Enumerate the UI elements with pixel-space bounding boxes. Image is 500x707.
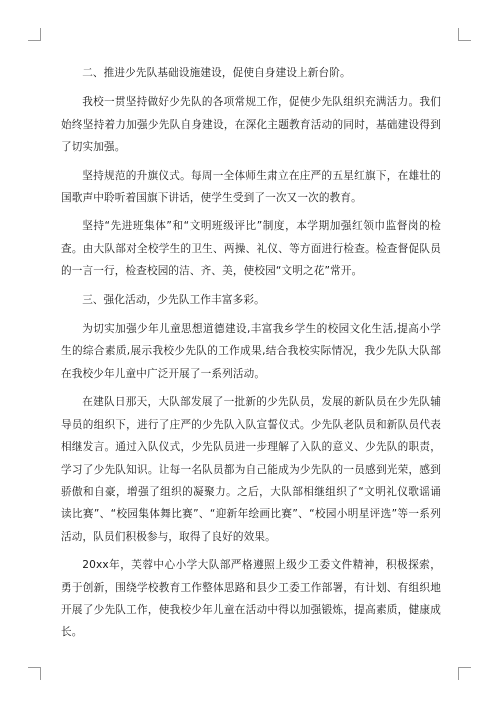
crop-mark-top-left <box>28 28 41 41</box>
crop-mark-top-right <box>458 28 471 41</box>
paragraph-evaluation-system: 坚持“先进班集体”和“文明班级评比”制度，本学期加强红领巾监督岗的检查。由大队部对全校学生的卫生、两操、礼仪、等方面进行检查。检查督促队员的一言一行，检查校园的洁、齐、美，使校园“文明之花”常开。 <box>61 220 441 278</box>
paragraph-routine-work: 我校一贯坚持做好少先队的各项常规工作，促使少先队组织充满活力。我们始终坚持着力加强少先队自身建设，在深化主题教育活动的同时，基础建设得到了切实加强。 <box>61 96 441 154</box>
paragraph-moral-education: 为切实加强少年儿童思想道德建设,丰富我乡学生的校园文化生活,提高小学生的综合素质,展示我校少先队的工作成果,结合我校实际情况，我少先队大队部在我校少年儿童中广泛开展了一系列活动。 <box>61 323 441 380</box>
section-heading-infrastructure: 二、推进少先队基础设施建设，促使自身建设上新台阶。 <box>82 67 351 79</box>
crop-mark-bottom-left <box>28 667 41 680</box>
section-heading-activities: 三、强化活动，少先队工作丰富多彩。 <box>82 293 265 306</box>
crop-mark-bottom-right <box>458 667 471 680</box>
document-body <box>61 62 441 650</box>
paragraph-flag-ceremony: 坚持规范的升旗仪式。每周一全体师生肃立在庄严的五星红旗下，在雄壮的国歌声中聆听着国旗下讲话，使学生受到了一次又一次的教育。 <box>61 169 441 205</box>
paragraph-founding-day: 在建队日那天，大队部发展了一批新的少先队员，发展的新队员在少先队辅导员的组织下，进行了庄严的少先队入队宣誓仪式。少先队老队员和新队员代表相继发言。通过入队仪式，少先队员进一步理解了入队的意义、少先队的职责，学习了少先队知识。让每一名队员都为自己能成为少先队的一员感到光荣，感到骄傲和自豪，增强了组织的凝聚力。之后，大队部相继组织了“文明礼仪歌谣诵读比赛”、“校园集体舞比赛”、“迎新年绘画比赛”、“校园小明星评选”等一系列活动，队员们积极参与，取得了良好的效果。 <box>61 396 441 543</box>
paragraph-annual-summary: 20xx年，芙蓉中心小学大队部严格遵照上级少工委文件精神，积极探索，勇于创新，围绕学校教育工作整体思路和县少工委工作部署，有计划、有组织地开展了少先队工作，使我校少年儿童在活动中得以加强锻炼，提高素质，健康成长。 <box>61 559 441 639</box>
